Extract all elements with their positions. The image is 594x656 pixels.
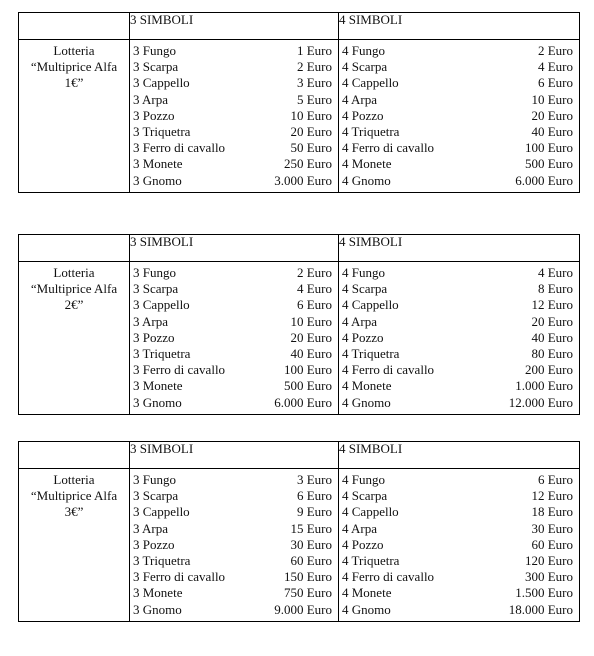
prize-name: 3 Triquetra bbox=[133, 123, 191, 139]
prize-name: 3 Ferro di cavallo bbox=[133, 362, 226, 378]
prize-amount: 1.000 Euro bbox=[515, 378, 573, 394]
prize-line bbox=[342, 488, 573, 504]
prize-name: 4 Ferro di cavallo bbox=[342, 569, 435, 585]
header-row bbox=[19, 13, 580, 40]
header-row bbox=[19, 235, 580, 262]
prize-amount: 750 Euro bbox=[283, 585, 332, 601]
prize-name: 3 Cappello bbox=[133, 297, 190, 313]
prize-name: 4 Scarpa bbox=[342, 59, 388, 75]
prize-line bbox=[133, 156, 332, 172]
prize-line bbox=[342, 602, 573, 618]
prize-amount: 9 Euro bbox=[296, 504, 332, 520]
prize-amount: 10 Euro bbox=[531, 91, 573, 107]
prize-table-2 bbox=[18, 234, 580, 415]
prize-line bbox=[133, 569, 332, 585]
prize-line bbox=[133, 362, 332, 378]
prize-line bbox=[133, 43, 332, 59]
prize-amount: 60 Euro bbox=[531, 536, 573, 552]
prize-line bbox=[133, 265, 332, 281]
prize-line bbox=[133, 281, 332, 297]
prize-amount: 12 Euro bbox=[531, 297, 573, 313]
prize-line bbox=[342, 569, 573, 585]
prize-amount: 6 Euro bbox=[537, 75, 573, 91]
prize-name: 3 Pozzo bbox=[133, 536, 175, 552]
prize-amount: 9.000 Euro bbox=[274, 601, 332, 617]
prize-amount: 8 Euro bbox=[537, 281, 573, 297]
prize-name: 3 Monete bbox=[133, 585, 183, 601]
prize-amount: 20 Euro bbox=[290, 329, 332, 345]
prize-name: 3 Pozzo bbox=[133, 329, 175, 345]
lottery-label-line: Lotteria bbox=[53, 265, 95, 280]
prize-amount: 30 Euro bbox=[531, 520, 573, 536]
prize-line bbox=[133, 602, 332, 618]
prize-line bbox=[133, 504, 332, 520]
prize-line bbox=[342, 553, 573, 569]
prize-line bbox=[133, 472, 332, 488]
prize-name: 4 Arpa bbox=[342, 313, 378, 329]
prize-line bbox=[342, 124, 573, 140]
header-4-simboli: 4 SIMBOLI bbox=[339, 235, 580, 262]
prize-line bbox=[342, 504, 573, 520]
header-empty-cell bbox=[19, 13, 130, 40]
lottery-label-line: “Multiprice Alfa bbox=[30, 488, 118, 503]
header-row bbox=[19, 442, 580, 469]
prize-line bbox=[133, 108, 332, 124]
header-empty-cell bbox=[19, 235, 130, 262]
lottery-label-line: Lotteria bbox=[53, 43, 95, 58]
lottery-label-line: Lotteria bbox=[53, 472, 95, 487]
prize-name: 4 Fungo bbox=[342, 265, 385, 280]
prize-line bbox=[342, 585, 573, 601]
prize-amount: 2 Euro bbox=[296, 59, 332, 75]
prize-name: 3 Monete bbox=[133, 156, 183, 172]
prize-amount: 4 Euro bbox=[537, 265, 573, 280]
prize-amount: 60 Euro bbox=[290, 552, 332, 568]
header-empty-cell bbox=[19, 442, 130, 469]
prize-amount: 20 Euro bbox=[531, 107, 573, 123]
prize-amount: 6.000 Euro bbox=[515, 172, 573, 188]
prize-amount: 1.500 Euro bbox=[515, 585, 573, 601]
prize-line bbox=[342, 265, 573, 281]
lottery-label bbox=[19, 40, 130, 193]
body-row bbox=[19, 262, 580, 415]
prize-line bbox=[133, 378, 332, 394]
prize-amount: 40 Euro bbox=[531, 123, 573, 139]
prize-name: 4 Monete bbox=[342, 156, 392, 172]
prize-name: 4 Gnomo bbox=[342, 172, 391, 188]
prize-name: 4 Monete bbox=[342, 378, 392, 394]
prize-line bbox=[133, 537, 332, 553]
prize-line bbox=[342, 362, 573, 378]
prize-line bbox=[133, 124, 332, 140]
prize-line bbox=[133, 395, 332, 411]
prize-amount: 2 Euro bbox=[537, 43, 573, 58]
prize-name: 4 Cappello bbox=[342, 75, 399, 91]
prize-line bbox=[133, 140, 332, 156]
prize-line bbox=[342, 346, 573, 362]
header-3-simboli: 3 SIMBOLI bbox=[130, 442, 339, 469]
prize-name: 3 Gnomo bbox=[133, 172, 182, 188]
lottery-label-line: 2€” bbox=[64, 297, 84, 312]
prize-line bbox=[342, 521, 573, 537]
prize-amount: 500 Euro bbox=[524, 156, 573, 172]
prize-name: 3 Triquetra bbox=[133, 345, 191, 361]
prize-line bbox=[342, 537, 573, 553]
prize-name: 3 Arpa bbox=[133, 91, 169, 107]
prize-name: 4 Triquetra bbox=[342, 345, 400, 361]
header-3-simboli: 3 SIMBOLI bbox=[130, 235, 339, 262]
prize-amount: 6.000 Euro bbox=[274, 394, 332, 410]
lottery-label-line: “Multiprice Alfa bbox=[30, 281, 118, 296]
prize-amount: 20 Euro bbox=[290, 123, 332, 139]
prize-amount: 3 Euro bbox=[296, 75, 332, 91]
prizes-4-simboli bbox=[339, 40, 580, 193]
prize-name: 4 Scarpa bbox=[342, 281, 388, 297]
prize-line bbox=[133, 314, 332, 330]
prize-name: 3 Arpa bbox=[133, 520, 169, 536]
prize-name: 3 Monete bbox=[133, 378, 183, 394]
prize-line bbox=[342, 140, 573, 156]
prize-line bbox=[133, 521, 332, 537]
prize-amount: 1 Euro bbox=[296, 43, 332, 58]
prize-line bbox=[342, 92, 573, 108]
prize-amount: 30 Euro bbox=[290, 536, 332, 552]
prize-amount: 500 Euro bbox=[283, 378, 332, 394]
prize-name: 3 Ferro di cavallo bbox=[133, 569, 226, 585]
prize-amount: 6 Euro bbox=[537, 472, 573, 487]
prize-table-3 bbox=[18, 441, 580, 622]
prizes-3-simboli bbox=[130, 262, 339, 415]
prize-name: 4 Ferro di cavallo bbox=[342, 140, 435, 156]
lottery-label-line: 3€” bbox=[64, 504, 84, 519]
prize-amount: 40 Euro bbox=[290, 345, 332, 361]
prize-line bbox=[342, 173, 573, 189]
prize-amount: 12.000 Euro bbox=[508, 394, 573, 410]
prize-amount: 10 Euro bbox=[290, 107, 332, 123]
prize-line bbox=[342, 75, 573, 91]
prize-amount: 150 Euro bbox=[283, 569, 332, 585]
prize-line bbox=[342, 108, 573, 124]
prize-line bbox=[133, 297, 332, 313]
prize-amount: 3.000 Euro bbox=[274, 172, 332, 188]
prize-name: 3 Cappello bbox=[133, 75, 190, 91]
body-row bbox=[19, 469, 580, 622]
prize-line bbox=[342, 378, 573, 394]
lottery-label-line: “Multiprice Alfa bbox=[30, 59, 118, 74]
prize-line bbox=[342, 281, 573, 297]
header-4-simboli: 4 SIMBOLI bbox=[339, 13, 580, 40]
prize-amount: 10 Euro bbox=[290, 313, 332, 329]
prize-name: 4 Arpa bbox=[342, 91, 378, 107]
prize-line bbox=[342, 59, 573, 75]
prize-name: 4 Scarpa bbox=[342, 488, 388, 504]
prize-name: 4 Ferro di cavallo bbox=[342, 362, 435, 378]
prize-line bbox=[133, 585, 332, 601]
prize-line bbox=[133, 173, 332, 189]
prize-name: 4 Monete bbox=[342, 585, 392, 601]
lottery-label-line: 1€” bbox=[64, 75, 84, 90]
prize-amount: 20 Euro bbox=[531, 313, 573, 329]
prize-line bbox=[133, 59, 332, 75]
prize-line bbox=[342, 472, 573, 488]
prizes-3-simboli bbox=[130, 40, 339, 193]
prize-amount: 50 Euro bbox=[290, 140, 332, 156]
prize-amount: 18 Euro bbox=[531, 504, 573, 520]
prize-name: 3 Ferro di cavallo bbox=[133, 140, 226, 156]
prize-name: 3 Scarpa bbox=[133, 281, 179, 297]
prize-line bbox=[133, 75, 332, 91]
prize-line bbox=[342, 314, 573, 330]
prize-amount: 6 Euro bbox=[296, 488, 332, 504]
prize-amount: 4 Euro bbox=[296, 281, 332, 297]
prize-line bbox=[342, 43, 573, 59]
prize-amount: 15 Euro bbox=[290, 520, 332, 536]
prizes-3-simboli bbox=[130, 469, 339, 622]
prize-name: 3 Fungo bbox=[133, 265, 176, 280]
prize-name: 3 Fungo bbox=[133, 43, 176, 58]
prize-name: 3 Pozzo bbox=[133, 107, 175, 123]
prize-name: 3 Arpa bbox=[133, 313, 169, 329]
prize-name: 3 Scarpa bbox=[133, 488, 179, 504]
prize-amount: 120 Euro bbox=[524, 552, 573, 568]
prize-line bbox=[133, 330, 332, 346]
prize-name: 3 Triquetra bbox=[133, 552, 191, 568]
body-row bbox=[19, 40, 580, 193]
prize-amount: 250 Euro bbox=[283, 156, 332, 172]
prize-name: 4 Gnomo bbox=[342, 394, 391, 410]
prize-name: 4 Cappello bbox=[342, 504, 399, 520]
prize-line bbox=[133, 346, 332, 362]
prize-line bbox=[133, 553, 332, 569]
prize-name: 3 Gnomo bbox=[133, 601, 182, 617]
prize-amount: 80 Euro bbox=[531, 345, 573, 361]
prize-line bbox=[342, 330, 573, 346]
prize-name: 4 Gnomo bbox=[342, 601, 391, 617]
prize-amount: 300 Euro bbox=[524, 569, 573, 585]
prize-amount: 200 Euro bbox=[524, 362, 573, 378]
prize-name: 4 Arpa bbox=[342, 520, 378, 536]
prizes-4-simboli bbox=[339, 262, 580, 415]
prize-name: 4 Triquetra bbox=[342, 552, 400, 568]
prize-name: 4 Cappello bbox=[342, 297, 399, 313]
prize-amount: 6 Euro bbox=[296, 297, 332, 313]
prize-amount: 3 Euro bbox=[296, 472, 332, 487]
prize-table-1 bbox=[18, 12, 580, 193]
prize-amount: 12 Euro bbox=[531, 488, 573, 504]
prize-name: 4 Fungo bbox=[342, 472, 385, 487]
prize-name: 4 Pozzo bbox=[342, 536, 384, 552]
prize-amount: 4 Euro bbox=[537, 59, 573, 75]
prize-name: 3 Fungo bbox=[133, 472, 176, 487]
prize-name: 4 Pozzo bbox=[342, 107, 384, 123]
prize-line bbox=[342, 297, 573, 313]
prize-amount: 100 Euro bbox=[283, 362, 332, 378]
prize-amount: 2 Euro bbox=[296, 265, 332, 280]
prize-amount: 100 Euro bbox=[524, 140, 573, 156]
prize-name: 4 Triquetra bbox=[342, 123, 400, 139]
prize-amount: 18.000 Euro bbox=[508, 601, 573, 617]
prize-line bbox=[133, 92, 332, 108]
prize-name: 4 Fungo bbox=[342, 43, 385, 58]
prize-name: 4 Pozzo bbox=[342, 329, 384, 345]
prize-amount: 5 Euro bbox=[296, 91, 332, 107]
prize-line bbox=[342, 156, 573, 172]
prize-amount: 40 Euro bbox=[531, 329, 573, 345]
prize-line bbox=[342, 395, 573, 411]
prize-line bbox=[133, 488, 332, 504]
header-4-simboli: 4 SIMBOLI bbox=[339, 442, 580, 469]
prizes-4-simboli bbox=[339, 469, 580, 622]
lottery-label bbox=[19, 469, 130, 622]
header-3-simboli: 3 SIMBOLI bbox=[130, 13, 339, 40]
prize-name: 3 Scarpa bbox=[133, 59, 179, 75]
prize-name: 3 Cappello bbox=[133, 504, 190, 520]
prize-name: 3 Gnomo bbox=[133, 394, 182, 410]
lottery-label bbox=[19, 262, 130, 415]
